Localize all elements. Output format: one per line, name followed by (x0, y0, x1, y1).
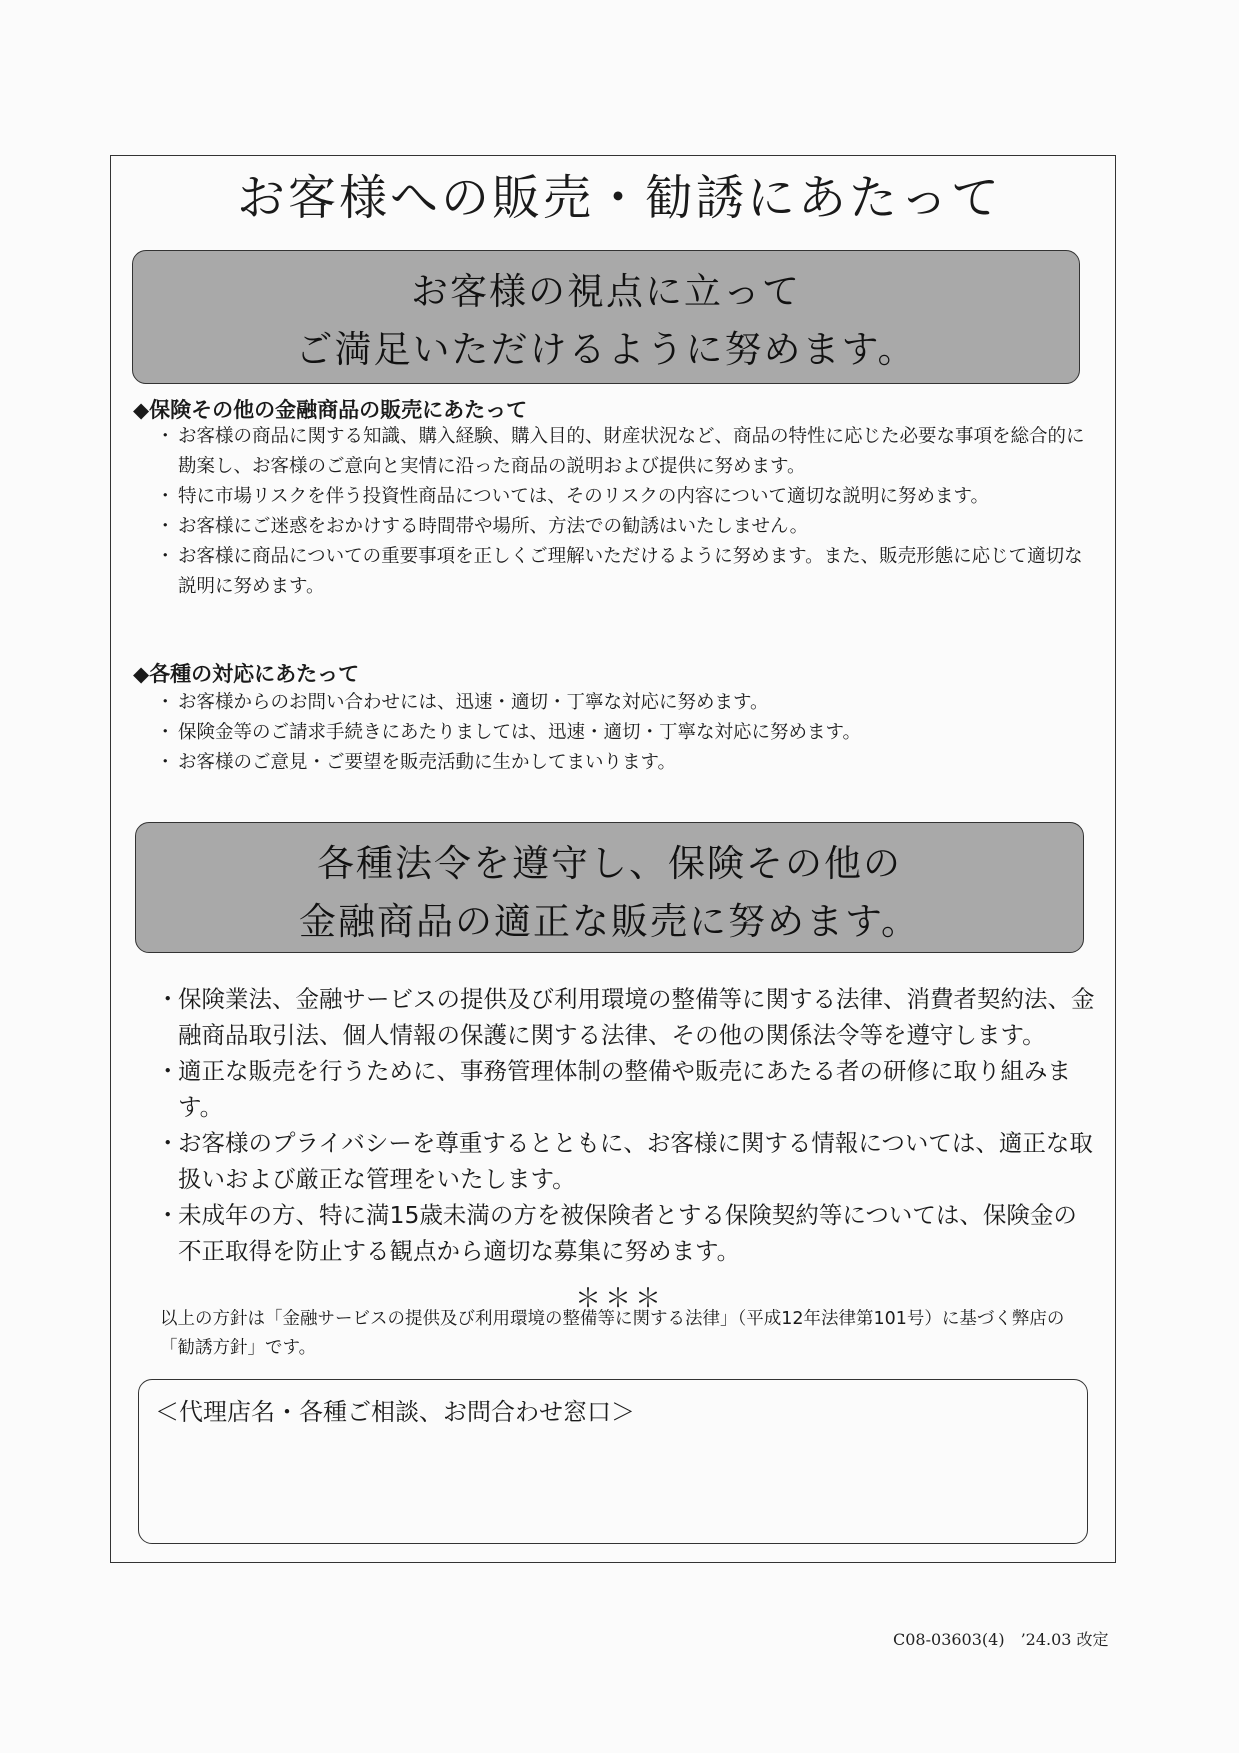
policy-note: 以上の方針は「金融サービスの提供及び利用環境の整備等に関する法律」（平成12年法律第101号）に基づく弊店の「勧誘方針」です。 (160, 1309, 1065, 1358)
list-item: ・ お客様に商品についての重要事項を正しくご理解いただけるように努めます。また、販売形態に応じて適切な説明に努めます。 (160, 542, 1100, 602)
list-item: ・ 未成年の方、特に満15歳未満の方を被保険者とする保険契約等については、保険金の不正取得を防止する観点から適切な募集に努めます。 (160, 1198, 1095, 1269)
list-item: ・ 適正な販売を行うために、事務管理体制の整備や販売にあたる者の研修に取り組みます。 (160, 1054, 1095, 1125)
list-item: ・ お客様の商品に関する知識、購入経験、購入目的、財産状況など、商品の特性に応じた必要な事項を総合的に勘案し、お客様のご意向と実情に沿った商品の説明および提供に努めます。 (160, 422, 1100, 482)
list-item: ・ お客様にご迷惑をおかけする時間帯や場所、方法での勧誘はいたしません。 (160, 512, 1100, 542)
banner-line: 各種法令を遵守し、保険その他の (317, 842, 902, 885)
list-item: ・ 保険金等のご請求手続きにあたりましては、迅速・適切・丁寧な対応に努めます。 (160, 718, 1100, 748)
banner-line: お客様の視点に立って (411, 270, 801, 313)
compliance-policy-list (160, 982, 1095, 1270)
list-item: ・ お客様のご意見・ご要望を販売活動に生かしてまいります。 (160, 748, 1100, 778)
separator-stars: ＊＊＊ (575, 1284, 666, 1314)
list-item: ・ お客様からのお問い合わせには、迅速・適切・丁寧な対応に努めます。 (160, 688, 1100, 718)
list-item: ・ 保険業法、金融サービスの提供及び利用環境の整備等に関する法律、消費者契約法、金融商品取引法、個人情報の保護に関する法律、その他の関係法令等を遵守します。 (160, 982, 1095, 1053)
section-heading-sales: ◆保険その他の金融商品の販売にあたって (133, 398, 528, 422)
banner-legal-compliance (135, 822, 1084, 953)
sales-policy-list (160, 422, 1100, 602)
document-code: C08-03603(4) ’24.03 改定 (893, 1630, 1109, 1649)
contact-box (138, 1379, 1088, 1544)
banner-customer-perspective (132, 250, 1080, 384)
list-item: ・ お客様のプライバシーを尊重するとともに、お客様に関する情報については、適正な取扱いおよび厳正な管理をいたします。 (160, 1126, 1095, 1197)
response-policy-list (160, 688, 1100, 778)
list-item: ・ 特に市場リスクを伴う投資性商品については、そのリスクの内容について適切な説明に努めます。 (160, 482, 1100, 512)
banner-line: ご満足いただけるように努めます。 (295, 328, 917, 371)
contact-label: ＜代理店名・各種ご相談、お問合わせ窓口＞ (155, 1398, 635, 1426)
banner-line: 金融商品の適正な販売に努めます。 (298, 900, 921, 943)
page-title: お客様への販売・勧誘にあたって (236, 170, 1002, 226)
section-heading-response: ◆各種の対応にあたって (133, 662, 360, 686)
